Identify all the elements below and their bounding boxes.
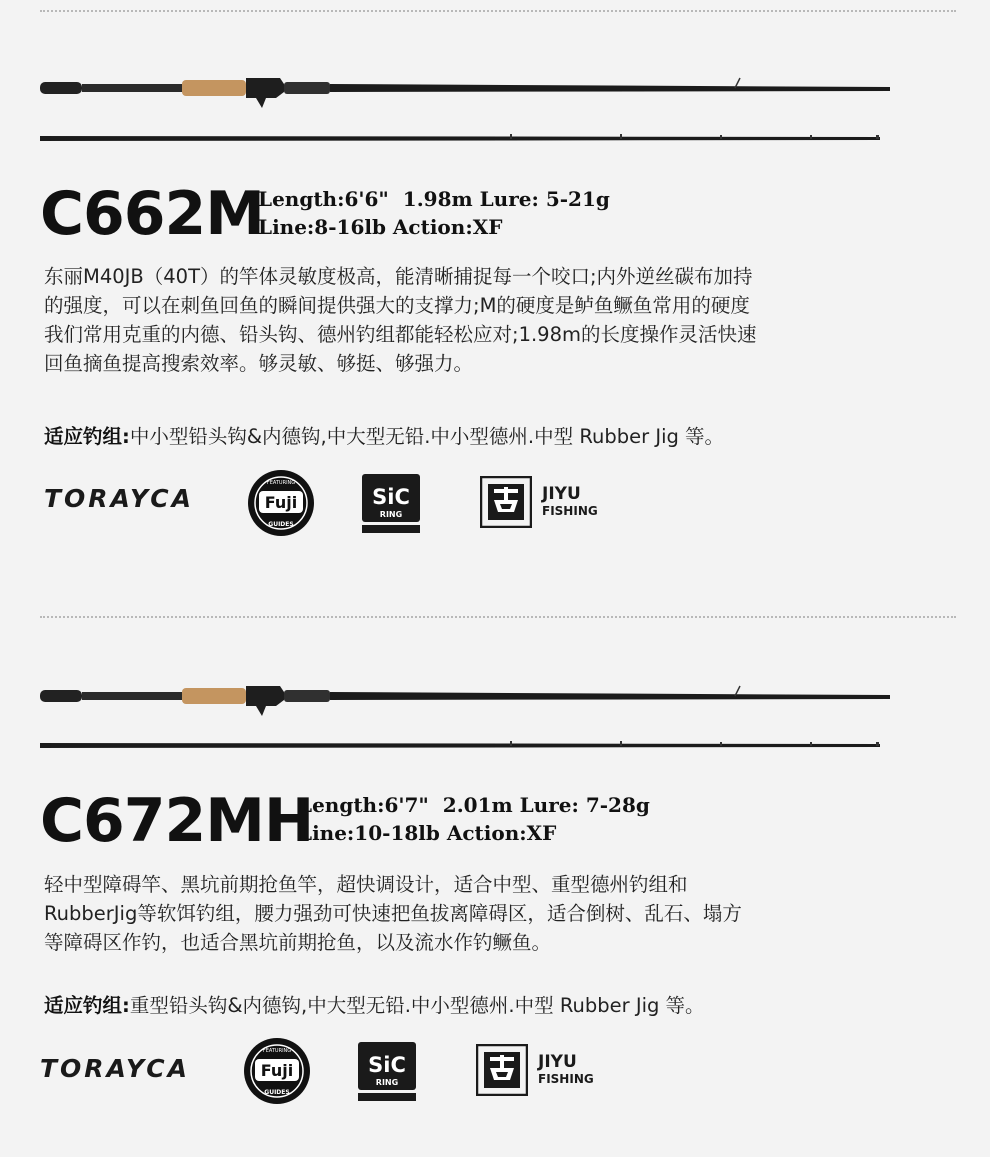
description [44,262,954,378]
spec-line-2: Line:10-18lb Action:XF [298,821,557,845]
torayca-logo: TORAYCA [40,1054,190,1083]
fuji-top-text: FEATURING [266,480,296,486]
jiyu-subtext: FISHING [542,504,598,518]
spec-line-2: Line:8-16lb Action:XF [258,215,503,239]
description-line: 东丽M40JB（40T）的竿体灵敏度极高，能清晰捕捉每一个咬口;内外逆丝碳布加持 [44,265,753,288]
description-line: RubberJig等软饵钓组，腰力强劲可快速把鱼拔离障碍区，适合倒树、乱石、塌方 [44,902,742,925]
rod-image [40,668,900,738]
description-line: 的强度，可以在刺鱼回鱼的瞬间提供强大的支撑力;M的硬度是鲈鱼鳜鱼常用的硬度 [44,294,750,317]
fit-rigs [44,421,724,449]
rod-tip-section [40,132,900,146]
fuji-top-text: FEATURING [262,1048,292,1054]
sic-main-text: SiC [372,485,410,509]
fit-rigs [44,990,705,1018]
spec-line-1: Length:6'7" 2.01m Lure: 7-28g [298,793,650,817]
sic-sub-text: RING [375,1078,399,1087]
brand-logos [40,466,660,546]
fuji-guides-logo [242,1036,312,1106]
jiyu-text: JIYU [538,1052,577,1072]
brand-logos [40,1034,660,1114]
fuji-bottom-text: GUIDES [264,1089,290,1096]
fuji-main-text: Fuji [260,1061,294,1080]
model-name: C672MH [40,786,314,856]
fuji-main-text: Fuji [264,493,298,512]
sic-ring-logo [362,474,420,534]
sic-sub-text: RING [379,510,403,519]
sic-main-text: SiC [368,1053,406,1077]
spec-line-1: Length:6'6" 1.98m Lure: 5-21g [258,187,610,211]
description-line: 我们常用克重的内德、铅头钩、德州钓组都能轻松应对;1.98m的长度操作灵活快速 [44,323,757,346]
fit-text: 中小型铅头钩&内德钩,中大型无铅.中小型德州.中型 Rubber Jig 等。 [129,425,725,448]
divider [40,616,956,618]
divider [40,10,956,12]
jiyu-emblem-icon [476,1044,528,1096]
sic-ring-logo [358,1042,416,1102]
jiyu-text: JIYU [542,484,581,504]
fuji-guides-logo [246,468,316,538]
description [44,870,954,957]
fit-label: 适应钓组: [44,994,130,1017]
model-name: C662M [40,179,264,249]
rod-tip-section [40,739,900,753]
description-line: 等障碍区作钓，也适合黑坑前期抢鱼，以及流水作钓鳜鱼。 [44,931,552,954]
description-line: 回鱼摘鱼提高搜索效率。够灵敏、够挺、够强力。 [44,352,474,375]
jiyu-subtext: FISHING [538,1072,594,1086]
rod-image [40,60,900,130]
fit-text: 重型铅头钩&内德钩,中大型无铅.中小型德州.中型 Rubber Jig 等。 [129,994,705,1017]
fit-label: 适应钓组: [44,425,130,448]
jiyu-emblem-icon [480,476,532,528]
torayca-logo: TORAYCA [44,484,194,513]
description-line: 轻中型障碍竿、黑坑前期抢鱼竿，超快调设计，适合中型、重型德州钓组和 [44,873,688,896]
fuji-bottom-text: GUIDES [268,521,294,528]
